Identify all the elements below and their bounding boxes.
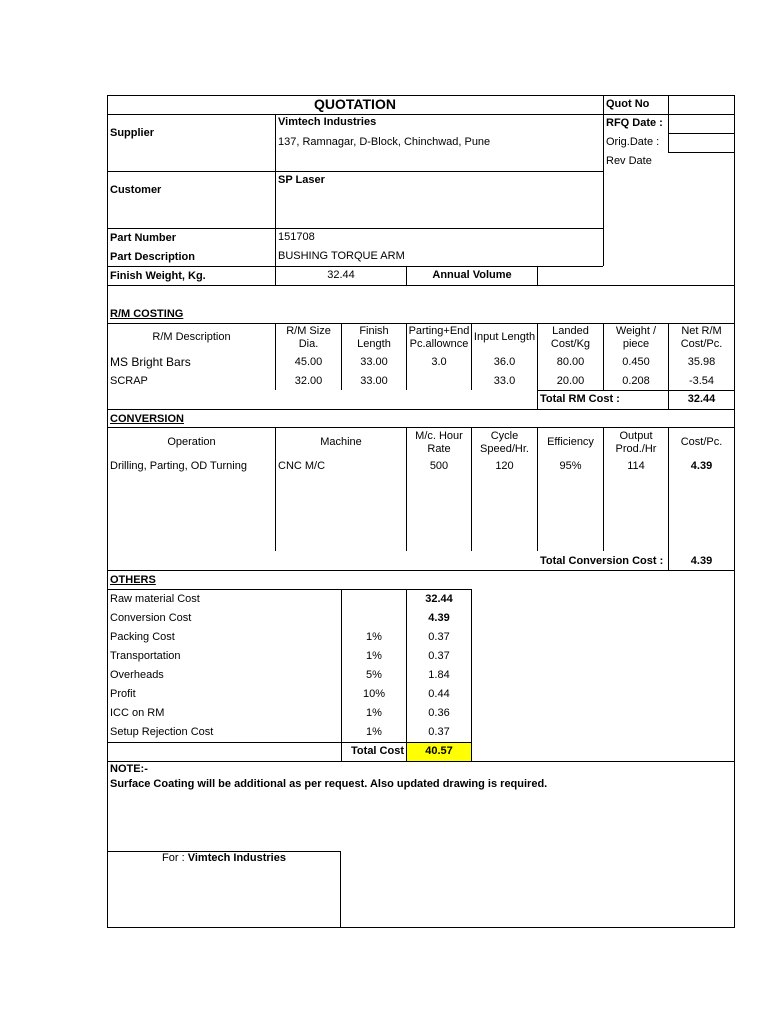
conv-row-cycle: 120 <box>495 460 514 472</box>
customer-name: SP Laser <box>278 174 325 186</box>
conv-row-operation: Drilling, Parting, OD Turning <box>110 460 247 472</box>
rm-row-finish: 33.00 <box>360 375 388 387</box>
total-rm-cost-value: 32.44 <box>687 393 716 405</box>
annual-volume-label: Annual Volume <box>432 269 512 281</box>
note-title: NOTE:- <box>110 763 148 775</box>
others-row-value: 0.44 <box>428 688 450 700</box>
page-title: QUOTATION <box>314 96 396 112</box>
total-conversion-cost-label: Total Conversion Cost : <box>540 555 664 567</box>
rm-row-size: 32.00 <box>294 375 323 387</box>
rm-row-description: SCRAP <box>110 375 148 387</box>
signature-block <box>108 852 340 865</box>
rm-row-net: -3.54 <box>688 375 715 387</box>
rm-header-net: Net R/M Cost/Pc. <box>680 325 723 350</box>
rm-row-size: 45.00 <box>294 356 323 368</box>
rm-header-input: Input Length <box>473 331 536 343</box>
others-row-label: Conversion Cost <box>110 612 192 624</box>
others-row-pct: 5% <box>366 669 382 681</box>
finish-weight-label: Finish Weight, Kg. <box>110 270 206 282</box>
others-row-value: 0.36 <box>428 707 450 719</box>
conv-header-operation: Operation <box>167 436 216 448</box>
rm-header-size: R/M Size Dia. <box>286 325 331 350</box>
conv-row-machine: CNC M/C <box>278 460 326 472</box>
others-row-pct: 1% <box>366 726 382 738</box>
rm-header-weight: Weight / piece <box>615 325 657 350</box>
conv-row-output: 114 <box>627 460 645 472</box>
note-text: Surface Coating will be additional as per request. Also updated drawing is required. <box>110 778 548 790</box>
part-number-value: 151708 <box>278 231 315 243</box>
others-row-label: Packing Cost <box>110 631 175 643</box>
for-company: Vimtech Industries <box>187 852 286 864</box>
rm-row-parting: 3.0 <box>431 356 447 368</box>
others-row-label: Setup Rejection Cost <box>110 726 214 738</box>
rm-header-landed: Landed Cost/Kg <box>550 325 591 350</box>
others-row-label: Profit <box>110 688 136 700</box>
supplier-name: Vimtech Industries <box>278 116 377 128</box>
others-row-pct: 1% <box>366 631 382 643</box>
rm-row-input: 33.0 <box>493 375 516 387</box>
total-rm-cost-label: Total RM Cost : <box>540 393 620 405</box>
rm-header-finish: Finish Length <box>357 325 391 350</box>
orig-date-label: Orig.Date : <box>606 136 660 148</box>
total-cost-value: 40.57 <box>425 745 453 757</box>
others-row-label: Transportation <box>110 650 181 662</box>
others-row-value: 0.37 <box>428 631 450 643</box>
rm-header-parting: Parting+End Pc.allownce <box>408 325 470 350</box>
rm-row-net: 35.98 <box>687 356 716 368</box>
conv-row-cost: 4.39 <box>690 460 713 472</box>
rm-row-input: 36.0 <box>493 356 516 368</box>
rfq-date-label: RFQ Date : <box>606 117 663 129</box>
conv-header-rate: M/c. Hour Rate <box>415 430 463 455</box>
others-row-value: 32.44 <box>425 593 453 605</box>
customer-label: Customer <box>110 184 162 196</box>
rm-costing-title: R/M COSTING <box>110 308 184 320</box>
rm-row-weight: 0.208 <box>622 375 650 387</box>
rev-date-label: Rev Date <box>606 155 652 167</box>
rm-row-description: MS Bright Bars <box>110 355 191 369</box>
part-description-label: Part Description <box>110 251 195 263</box>
part-number-label: Part Number <box>110 232 177 244</box>
total-cost-label: Total Cost <box>351 745 404 757</box>
conv-header-cycle: Cycle Speed/Hr. <box>480 430 529 455</box>
quot-no-label: Quot No <box>606 98 650 110</box>
rm-header-description: R/M Description <box>152 331 231 343</box>
others-row-pct: 1% <box>366 707 382 719</box>
supplier-address: 137, Ramnagar, D-Block, Chinchwad, Pune <box>278 136 491 148</box>
others-row-value: 4.39 <box>428 612 450 624</box>
supplier-label: Supplier <box>110 127 155 139</box>
conv-header-cost: Cost/Pc. <box>680 436 723 448</box>
rm-row-weight: 0.450 <box>622 356 650 368</box>
others-row-value: 0.37 <box>428 650 450 662</box>
others-row-pct: 1% <box>366 650 382 662</box>
others-title: OTHERS <box>110 574 156 586</box>
rm-row-landed: 20.00 <box>556 375 585 387</box>
conv-row-rate: 500 <box>429 460 449 472</box>
others-row-value: 1.84 <box>428 669 450 681</box>
total-conversion-cost-value: 4.39 <box>690 555 713 567</box>
others-row-label: Raw material Cost <box>110 593 200 605</box>
rm-row-finish: 33.00 <box>360 356 388 368</box>
for-label: For : <box>162 852 185 864</box>
part-description-value: BUSHING TORQUE ARM <box>278 250 405 262</box>
rm-row-landed: 80.00 <box>556 356 585 368</box>
conversion-title: CONVERSION <box>110 413 184 425</box>
others-row-label: Overheads <box>110 669 164 681</box>
others-row-value: 0.37 <box>428 726 450 738</box>
conv-header-efficiency: Efficiency <box>547 436 594 448</box>
others-row-label: ICC on RM <box>110 707 165 719</box>
finish-weight-value: 32.44 <box>327 269 355 281</box>
others-row-pct: 10% <box>362 688 386 700</box>
conv-header-machine: Machine <box>320 436 362 448</box>
conv-header-output: Output Prod./Hr <box>615 430 657 455</box>
conv-row-efficiency: 95% <box>559 460 582 472</box>
